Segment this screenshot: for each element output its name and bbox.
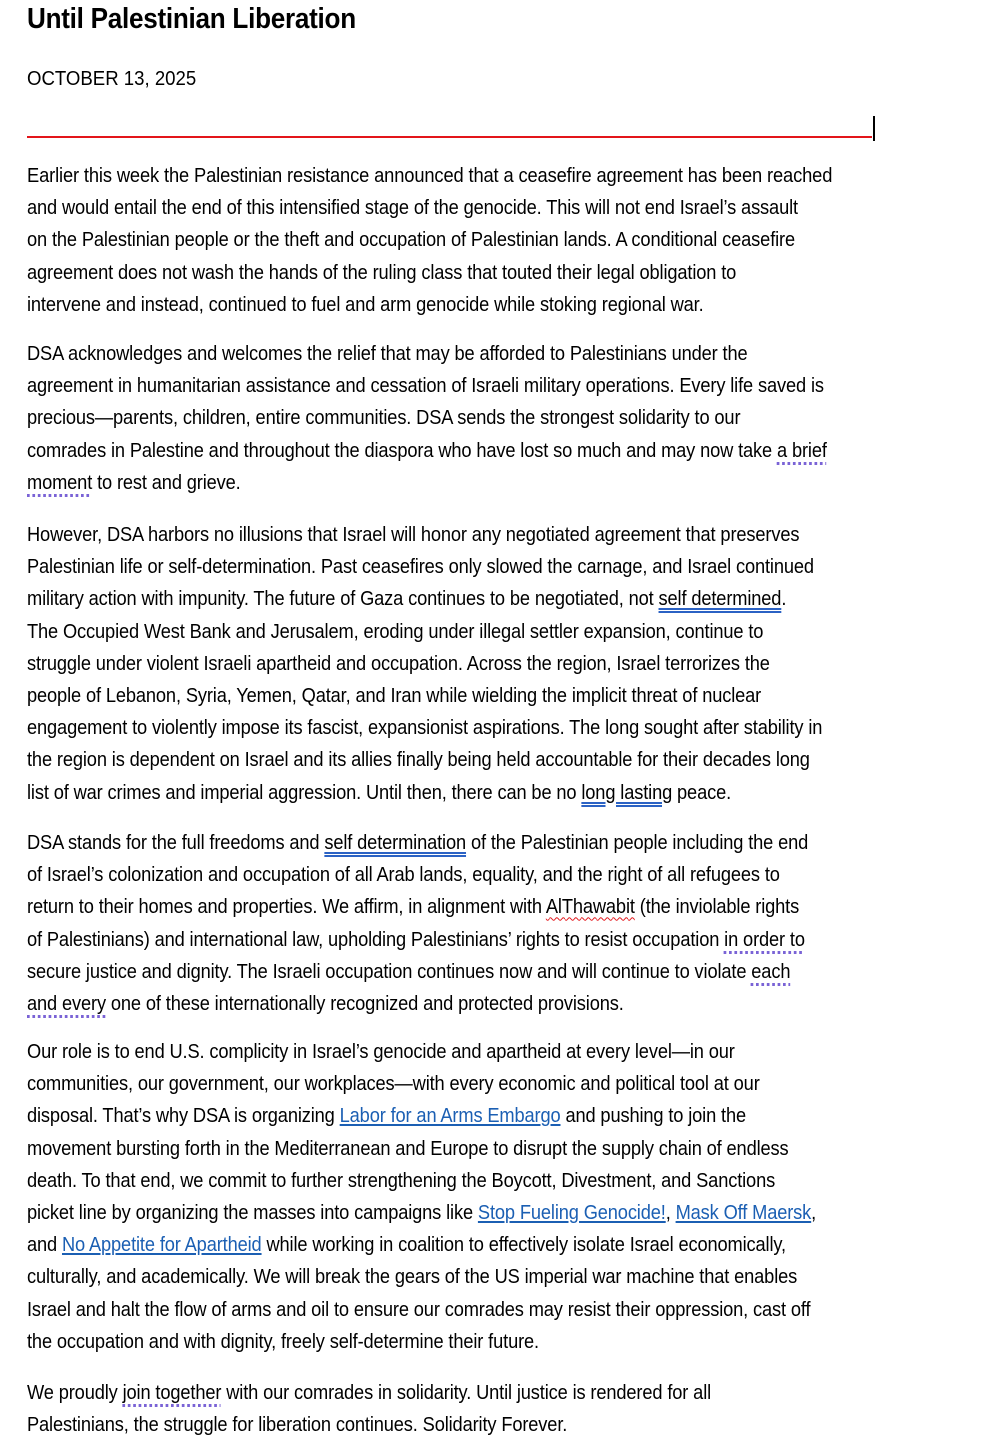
style-suggestion-mark[interactable]: join together <box>122 1382 222 1404</box>
text-line: We proudly join together with our comrades in solidarity. Until justice is rendered for all <box>27 1382 712 1404</box>
text-line: agreement does not wash the hands of the ruling class that touted their legal obligation to <box>27 261 737 284</box>
text-line: DSA stands for the full freedoms and self determination of the Palestinian people including the end <box>27 832 809 854</box>
text-line: Palestinians, the struggle for liberation continues. Solidarity Forever. <box>27 1414 568 1437</box>
style-suggestion-mark[interactable]: and every <box>27 992 106 1015</box>
text-line: disposal. That’s why DSA is organizing Labor for an Arms Embargo and pushing to join the <box>27 1105 747 1128</box>
style-suggestion-mark[interactable]: in order to <box>724 928 805 951</box>
text-line: death. To that end, we commit to further strengthening the Boycott, Divestment, and Sanctions <box>27 1169 776 1192</box>
text-line: of Israel’s colonization and occupation of all Arab lands, equality, and the right of all refugees to <box>27 864 780 887</box>
text-cursor[interactable] <box>873 116 875 141</box>
text-line: communities, our government, our workplaces—with every economic and political tool at our <box>27 1073 760 1096</box>
text-line: return to their homes and properties. We affirm, in alignment with AlThawabit (the inviolable rights <box>27 896 800 919</box>
paragraph-6 <box>27 1377 987 1441</box>
paragraph-1 <box>27 160 987 321</box>
text-line: DSA acknowledges and welcomes the relief that may be afforded to Palestinians under the <box>27 343 748 365</box>
link-labor-for-an-arms-embargo[interactable]: Labor for an Arms Embargo <box>339 1105 561 1128</box>
text-line: moment to rest and grieve. <box>27 471 241 494</box>
spelling-error-mark[interactable]: AlThawabit <box>545 896 635 919</box>
text-line: movement bursting forth in the Mediterranean and Europe to disrupt the supply chain of endless <box>27 1137 789 1160</box>
text-line: engagement to violently impose its fascist, expansionist aspirations. The long sought after stability in <box>27 717 823 740</box>
text-line: intervene and instead, continued to fuel and arm genocide while stoking regional war. <box>27 293 704 316</box>
text-line: picket line by organizing the masses into campaigns like Stop Fueling Genocide!, Mask Off Maersk, <box>27 1201 817 1224</box>
text-line: people of Lebanon, Syria, Yemen, Qatar, and Iran while wielding the implicit threat of nuclear <box>27 684 762 707</box>
text-line: and every one of these internationally recognized and protected provisions. <box>27 992 624 1015</box>
style-suggestion-mark[interactable]: each <box>751 960 791 983</box>
text-line: military action with impunity. The future of Gaza continues to be negotiated, not self determined. <box>27 588 787 611</box>
paragraph-5 <box>27 1036 987 1358</box>
text-line: list of war crimes and imperial aggression. Until then, there can be no long lasting peace. <box>27 781 732 804</box>
text-line: However, DSA harbors no illusions that Israel will honor any negotiated agreement that preserves <box>27 524 800 546</box>
text-line: the occupation and with dignity, freely self-determine their future. <box>27 1330 539 1353</box>
text-line: of Palestinians) and international law, upholding Palestinians’ rights to resist occupation in order to <box>27 928 805 951</box>
text-line: Earlier this week the Palestinian resistance announced that a ceasefire agreement has been reached <box>27 165 833 187</box>
publish-date: OCTOBER 13, 2025 <box>27 68 197 90</box>
text-line: culturally, and academically. We will break the gears of the US imperial war machine that enables <box>27 1266 798 1289</box>
paragraph-2 <box>27 338 987 499</box>
text-line: Israel and halt the flow of arms and oil to ensure our comrades may resist their oppression, cast off <box>27 1298 811 1321</box>
text-line: on the Palestinian people or the theft and occupation of Palestinian lands. A conditional ceasefire <box>27 229 796 252</box>
grammar-suggestion-mark[interactable]: long lasting <box>581 781 673 804</box>
link-mask-off-maersk[interactable]: Mask Off Maersk <box>675 1201 812 1224</box>
page-title: Until Palestinian Liberation <box>27 3 356 35</box>
text-line: comrades in Palestine and throughout the diaspora who have lost so much and may now take a brief <box>27 439 827 462</box>
text-line: the region is dependent on Israel and its allies finally being held accountable for their decades long <box>27 749 810 772</box>
style-suggestion-mark[interactable]: moment <box>27 471 93 494</box>
text-line: struggle under violent Israeli apartheid and occupation. Across the region, Israel terrorizes the <box>27 652 770 675</box>
text-line: Palestinian life or self-determination. Past ceasefires only slowed the carnage, and Israel continued <box>27 556 814 579</box>
text-line: secure justice and dignity. The Israeli occupation continues now and will continue to violate each <box>27 960 791 983</box>
text-line: precious—parents, children, entire communities. DSA sends the strongest solidarity to our <box>27 407 741 430</box>
style-suggestion-mark[interactable]: a brief <box>777 439 827 462</box>
text-line: agreement in humanitarian assistance and cessation of Israeli military operations. Every life saved is <box>27 375 824 398</box>
text-line: The Occupied West Bank and Jerusalem, eroding under illegal settler expansion, continue to <box>27 620 764 643</box>
text-line: Our role is to end U.S. complicity in Israel’s genocide and apartheid at every level—in our <box>27 1041 735 1063</box>
text-line: and would entail the end of this intensified stage of the genocide. This will not end Israel’s assault <box>27 197 798 220</box>
text-line: and No Appetite for Apartheid while working in coalition to effectively isolate Israel economically, <box>27 1234 786 1257</box>
paragraph-3 <box>27 519 987 809</box>
paragraph-4 <box>27 827 987 1020</box>
link-stop-fueling-genocide[interactable]: Stop Fueling Genocide! <box>477 1201 666 1224</box>
red-horizontal-rule <box>27 136 872 138</box>
grammar-suggestion-mark[interactable]: self determination <box>324 832 467 854</box>
link-no-appetite-for-apartheid[interactable]: No Appetite for Apartheid <box>61 1234 262 1257</box>
grammar-suggestion-mark[interactable]: self determined <box>658 588 782 611</box>
